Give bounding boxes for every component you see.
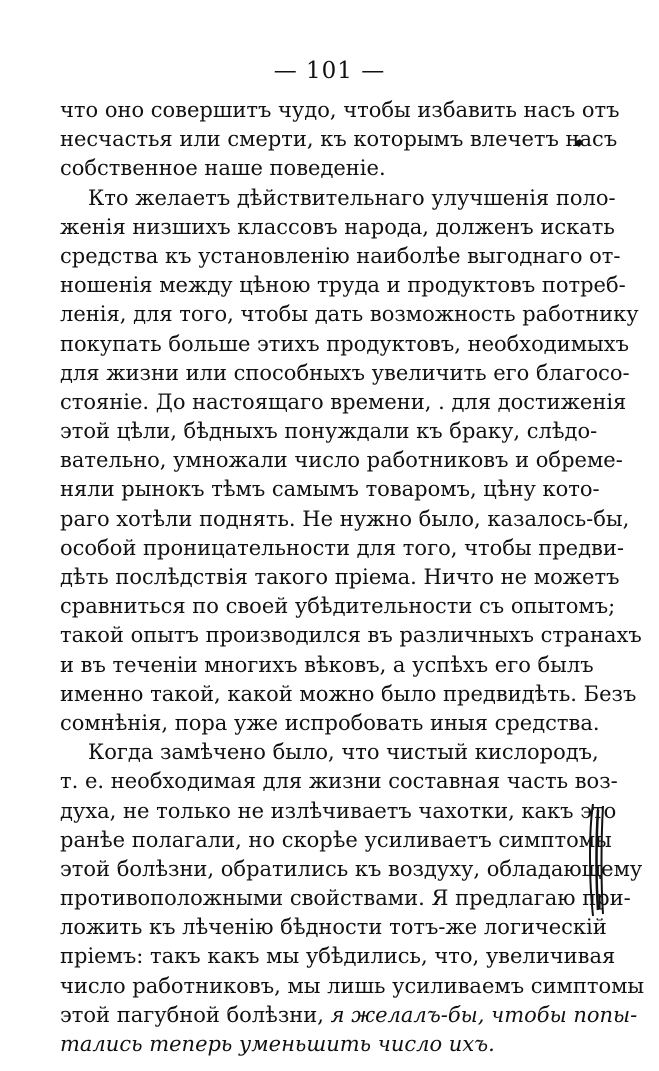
text-line: ленія, для того, чтобы дать возможность работнику xyxy=(60,302,639,327)
text-line: стояніе. До настоящаго времени, . для достиженія xyxy=(60,389,627,414)
text-line: этой цѣли, бѣдныхъ понуждали къ браку, слѣдо- xyxy=(60,419,598,444)
text-line: ранѣе полагали, но скорѣе усиливаетъ симптомы xyxy=(60,827,612,852)
text-line: т. е. необходимая для жизни составная часть воз- xyxy=(60,769,618,794)
text-line: этой болѣзни, обратились къ воздуху, обладающему xyxy=(60,856,643,881)
text-line: раго хотѣли поднять. Не нужно было, казалось-бы, xyxy=(60,506,630,531)
text-line: духа, не только не излѣчиваетъ чахотки, какъ это xyxy=(60,798,617,823)
text-line: число работниковъ, мы лишь усиливаемъ симптомы xyxy=(60,973,645,998)
text-line: Когда замѣчено было, что чистый кислородъ, xyxy=(88,740,599,765)
text-line: именно такой, какой можно было предвидѣть. Безъ xyxy=(60,681,637,706)
text-line: сравниться по своей убѣдительности съ опытомъ; xyxy=(60,594,616,619)
text-line-mixed xyxy=(60,1001,638,1030)
page-number: — 101 — xyxy=(273,58,386,84)
text-line: ношенія между цѣною труда и продуктовъ потреб- xyxy=(60,273,626,298)
text-line: такой опытъ производился въ различныхъ странахъ xyxy=(60,623,642,648)
margin-bracket-mark xyxy=(585,800,607,920)
text-line: собственное наше поведеніе. xyxy=(60,156,386,181)
text-line: что оно совершитъ чудо, чтобы избавить насъ отъ xyxy=(60,98,620,122)
text-line: Кто желаетъ дѣйствительнаго улучшенія поло- xyxy=(88,185,616,210)
text-line: покупать больше этихъ продуктовъ, необходимыхъ xyxy=(60,331,629,356)
text-line: женія низшихъ классовъ народа, долженъ искать xyxy=(60,214,615,239)
text-line: и въ теченіи многихъ вѣковъ, а успѣхъ его былъ xyxy=(60,652,594,677)
text-line: противоположными свойствами. Я предлагаю при- xyxy=(60,886,631,911)
text-line: для жизни или способныхъ увеличить его благосо- xyxy=(60,360,630,385)
text-line-italic-part: я желалъ-бы, чтобы попы- xyxy=(330,1002,638,1027)
text-line: ложить къ лѣченію бѣдности тотъ-же логическій xyxy=(60,915,607,940)
text-line: особой проницательности для того, чтобы предви- xyxy=(60,535,624,560)
text-line: няли рынокъ тѣмъ самымъ товаромъ, цѣну кото- xyxy=(60,477,600,502)
text-line-italic: тались теперь уменьшить число ихъ. xyxy=(60,1032,495,1056)
text-line: несчастья или смерти, къ которымъ влечетъ насъ xyxy=(60,127,618,152)
text-line: вательно, умножали число работниковъ и обреме- xyxy=(60,448,623,473)
text-line: сомнѣнія, пора уже испробовать иныя средства. xyxy=(60,710,600,735)
text-line: дѣть послѣдствія такого пріема. Ничто не можетъ xyxy=(60,565,620,589)
text-line-regular-part: этой пагубной болѣзни, xyxy=(60,1002,324,1027)
body-text xyxy=(60,96,645,1059)
text-line: пріемъ: такъ какъ мы убѣдились, что, увеличивая xyxy=(60,944,616,969)
text-line: средства къ установленію наиболѣе выгоднаго от- xyxy=(60,243,621,268)
